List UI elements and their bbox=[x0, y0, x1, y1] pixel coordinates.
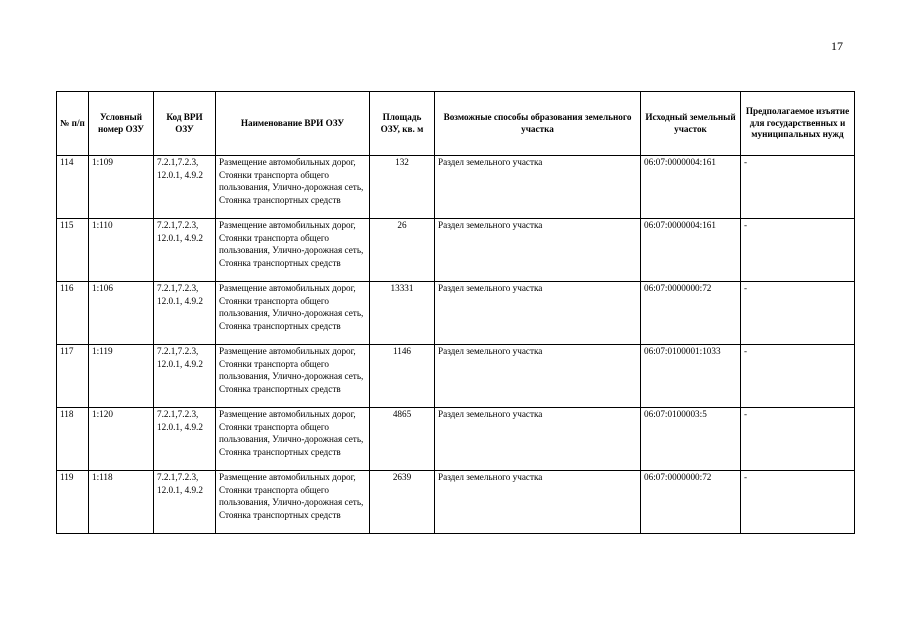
cell-formation-method: Раздел земельного участка bbox=[435, 408, 641, 471]
cell-seizure: - bbox=[741, 345, 855, 408]
table-header-row bbox=[57, 92, 855, 156]
cell-area: 2639 bbox=[370, 471, 435, 534]
cell-source-plot: 06:07:0000004:161 bbox=[641, 156, 741, 219]
cell-area: 132 bbox=[370, 156, 435, 219]
cell-vri-name: Размещение автомобильных дорог, Стоянки транспорта общего пользования, Улично-дорожная сеть, Стоянка транспортных средств bbox=[216, 282, 370, 345]
table-row bbox=[57, 156, 855, 219]
cell-number: 115 bbox=[57, 219, 89, 282]
header-number: № п/п bbox=[57, 92, 89, 156]
cell-formation-method: Раздел земельного участка bbox=[435, 471, 641, 534]
cell-conditional-number: 1:120 bbox=[89, 408, 154, 471]
cell-number: 119 bbox=[57, 471, 89, 534]
cell-area: 13331 bbox=[370, 282, 435, 345]
land-plots-table bbox=[56, 91, 855, 534]
header-seizure: Предполагаемое изъятие для государственных и муниципальных нужд bbox=[741, 92, 855, 156]
cell-vri-name: Размещение автомобильных дорог, Стоянки транспорта общего пользования, Улично-дорожная сеть, Стоянка транспортных средств bbox=[216, 471, 370, 534]
table-row bbox=[57, 471, 855, 534]
cell-number: 116 bbox=[57, 282, 89, 345]
header-conditional-number: Условный номер ОЗУ bbox=[89, 92, 154, 156]
header-vri-name: Наименование ВРИ ОЗУ bbox=[216, 92, 370, 156]
cell-seizure: - bbox=[741, 471, 855, 534]
cell-formation-method: Раздел земельного участка bbox=[435, 156, 641, 219]
cell-vri-name: Размещение автомобильных дорог, Стоянки транспорта общего пользования, Улично-дорожная сеть, Стоянка транспортных средств bbox=[216, 408, 370, 471]
cell-formation-method: Раздел земельного участка bbox=[435, 219, 641, 282]
cell-vri-name: Размещение автомобильных дорог, Стоянки транспорта общего пользования, Улично-дорожная сеть, Стоянка транспортных средств bbox=[216, 156, 370, 219]
cell-vri-name: Размещение автомобильных дорог, Стоянки транспорта общего пользования, Улично-дорожная сеть, Стоянка транспортных средств bbox=[216, 219, 370, 282]
cell-conditional-number: 1:110 bbox=[89, 219, 154, 282]
page-number: 17 bbox=[831, 39, 843, 53]
cell-seizure: - bbox=[741, 408, 855, 471]
cell-vri-name: Размещение автомобильных дорог, Стоянки транспорта общего пользования, Улично-дорожная сеть, Стоянка транспортных средств bbox=[216, 345, 370, 408]
header-source-plot: Исходный земельный участок bbox=[641, 92, 741, 156]
cell-vri-code: 7.2.1,7.2.3, 12.0.1, 4.9.2 bbox=[154, 471, 216, 534]
table-row bbox=[57, 282, 855, 345]
cell-number: 114 bbox=[57, 156, 89, 219]
cell-number: 117 bbox=[57, 345, 89, 408]
cell-source-plot: 06:07:0000000:72 bbox=[641, 282, 741, 345]
table-row bbox=[57, 408, 855, 471]
cell-seizure: - bbox=[741, 282, 855, 345]
cell-formation-method: Раздел земельного участка bbox=[435, 282, 641, 345]
cell-formation-method: Раздел земельного участка bbox=[435, 345, 641, 408]
table-row bbox=[57, 345, 855, 408]
cell-area: 26 bbox=[370, 219, 435, 282]
cell-conditional-number: 1:109 bbox=[89, 156, 154, 219]
cell-seizure: - bbox=[741, 156, 855, 219]
cell-source-plot: 06:07:0100003:5 bbox=[641, 408, 741, 471]
cell-conditional-number: 1:119 bbox=[89, 345, 154, 408]
cell-source-plot: 06:07:0100001:1033 bbox=[641, 345, 741, 408]
cell-vri-code: 7.2.1,7.2.3, 12.0.1, 4.9.2 bbox=[154, 219, 216, 282]
cell-number: 118 bbox=[57, 408, 89, 471]
cell-area: 4865 bbox=[370, 408, 435, 471]
header-vri-code: Код ВРИ ОЗУ bbox=[154, 92, 216, 156]
cell-source-plot: 06:07:0000000:72 bbox=[641, 471, 741, 534]
cell-conditional-number: 1:106 bbox=[89, 282, 154, 345]
header-area: Площадь ОЗУ, кв. м bbox=[370, 92, 435, 156]
cell-vri-code: 7.2.1,7.2.3, 12.0.1, 4.9.2 bbox=[154, 282, 216, 345]
cell-vri-code: 7.2.1,7.2.3, 12.0.1, 4.9.2 bbox=[154, 408, 216, 471]
cell-area: 1146 bbox=[370, 345, 435, 408]
cell-vri-code: 7.2.1,7.2.3, 12.0.1, 4.9.2 bbox=[154, 345, 216, 408]
header-formation-methods: Возможные способы образования земельного участка bbox=[435, 92, 641, 156]
cell-source-plot: 06:07:0000004:161 bbox=[641, 219, 741, 282]
cell-vri-code: 7.2.1,7.2.3, 12.0.1, 4.9.2 bbox=[154, 156, 216, 219]
table-row bbox=[57, 219, 855, 282]
cell-seizure: - bbox=[741, 219, 855, 282]
cell-conditional-number: 1:118 bbox=[89, 471, 154, 534]
